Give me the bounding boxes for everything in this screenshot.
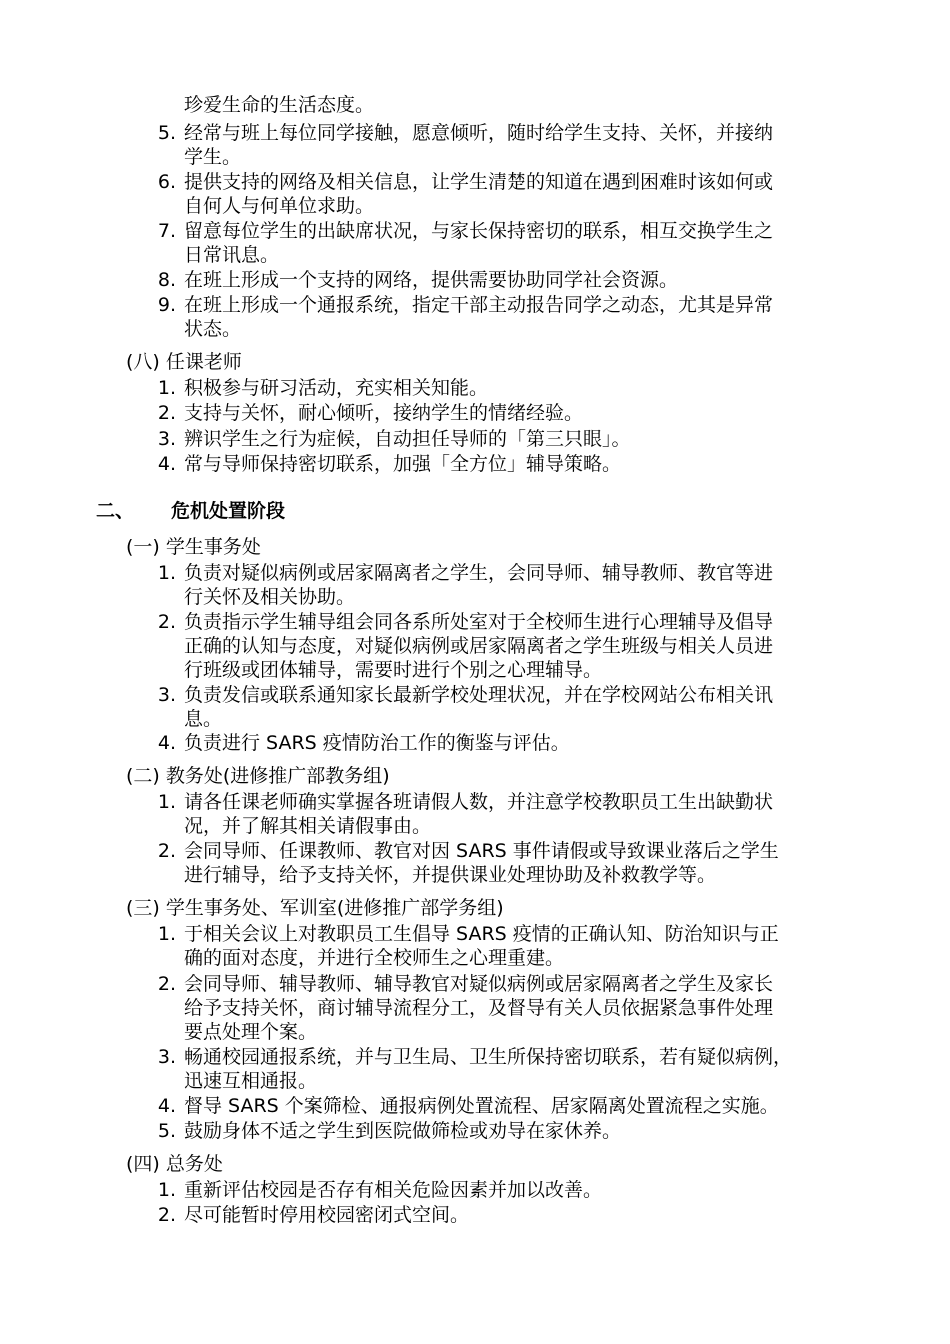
subsection-heading: (三) 学生事务处、军训室(进修推广部学务组) — [126, 897, 504, 919]
list-item-text: 在班上形成一个通报系统，指定干部主动报告同学之动态，尤其是异常 — [184, 294, 774, 316]
list-item-text: 负责指示学生辅导组会同各系所处室对于全校师生进行心理辅导及倡导 — [184, 611, 774, 633]
list-number: 1. — [157, 791, 176, 813]
list-number: 3. — [157, 684, 176, 706]
list-item-continuation: 迅速互相通报。 — [184, 1070, 318, 1092]
list-item-text: 畅通校园通报系统，并与卫生局、卫生所保持密切联系，若有疑似病例， — [184, 1046, 793, 1068]
list-number: 2. — [157, 1204, 176, 1226]
list-item-text: 会同导师、任课教师、教官对因 SARS 事件请假或导致课业落后之学生 — [184, 840, 779, 862]
list-number: 2. — [157, 973, 176, 995]
list-number: 2. — [157, 611, 176, 633]
list-item-text: 会同导师、辅导教师、辅导教官对疑似病例或居家隔离者之学生及家长 — [184, 973, 774, 995]
list-item-text: 辨识学生之行为症候，自动担任导师的「第三只眼」。 — [184, 428, 631, 450]
list-item-text: 在班上形成一个支持的网络，提供需要协助同学社会资源。 — [184, 269, 679, 291]
list-item-continuation: 进行辅导，给予支持关怀，并提供课业处理协助及补救教学等。 — [184, 864, 717, 886]
list-item-text: 尽可能暂时停用校园密闭式空间。 — [184, 1204, 470, 1226]
list-number: 1. — [157, 562, 176, 584]
list-item-text: 负责进行 SARS 疫情防治工作的衡鉴与评估。 — [184, 732, 570, 754]
list-item-continuation: 确的面对态度，并进行全校师生之心理重建。 — [184, 947, 565, 969]
list-item-continuation: 行班级或团体辅导，需要时进行个别之心理辅导。 — [184, 659, 603, 681]
list-number: 3. — [157, 428, 176, 450]
list-item-text: 经常与班上每位同学接触，愿意倾听，随时给学生支持、关怀，并接纳 — [184, 122, 774, 144]
list-item-text: 负责对疑似病例或居家隔离者之学生，会同导师、辅导教师、教官等进 — [184, 562, 774, 584]
list-item-text: 提供支持的网络及相关信息，让学生清楚的知道在遇到困难时该如何或 — [184, 171, 774, 193]
list-item-text: 鼓励身体不适之学生到医院做筛检或劝导在家休养。 — [184, 1120, 622, 1142]
list-number: 7. — [157, 220, 176, 242]
list-item-continuation: 日常讯息。 — [184, 244, 280, 266]
list-item-text: 于相关会议上对教职员工生倡导 SARS 疫情的正确认知、防治知识与正 — [184, 923, 779, 945]
list-item-text: 负责发信或联系通知家长最新学校处理状况，并在学校网站公布相关讯 — [184, 684, 774, 706]
list-number: 2. — [157, 840, 176, 862]
list-item-text: 督导 SARS 个案筛检、通报病例处置流程、居家隔离处置流程之实施。 — [184, 1095, 779, 1117]
list-item-continuation: 状态。 — [184, 318, 242, 340]
list-item-continuation: 要点处理个案。 — [184, 1021, 318, 1043]
list-number: 2. — [157, 402, 176, 424]
list-item-text: 请各任课老师确实掌握各班请假人数，并注意学校教职员工生出缺勤状 — [184, 791, 774, 813]
list-item-text: 重新评估校园是否存有相关危险因素并加以改善。 — [184, 1179, 603, 1201]
list-item-continuation: 正确的认知与态度，对疑似病例或居家隔离者之学生班级与相关人员进 — [184, 635, 774, 657]
list-item-continuation: 息。 — [184, 708, 223, 730]
section-number: 二、 — [96, 500, 135, 522]
list-item-continuation: 行关怀及相关协助。 — [184, 586, 356, 608]
list-number: 1. — [157, 1179, 176, 1201]
list-item-text: 支持与关怀，耐心倾听，接纳学生的情绪经验。 — [184, 402, 584, 424]
list-number: 4. — [157, 453, 176, 475]
list-item-continuation: 自何人与何单位求助。 — [184, 195, 375, 217]
list-number: 5. — [157, 1120, 176, 1142]
list-number: 1. — [157, 377, 176, 399]
list-item-text: 留意每位学生的出缺席状况，与家长保持密切的联系，相互交换学生之 — [184, 220, 774, 242]
list-number: 3. — [157, 1046, 176, 1068]
list-item-continuation: 学生。 — [184, 146, 242, 168]
list-number: 4. — [157, 732, 176, 754]
list-number: 4. — [157, 1095, 176, 1117]
list-number: 1. — [157, 923, 176, 945]
subsection-heading: (二) 教务处(进修推广部教务组) — [126, 765, 390, 787]
list-item-continuation: 况，并了解其相关请假事由。 — [184, 815, 432, 837]
list-item-text: 常与导师保持密切联系，加强「全方位」辅导策略。 — [184, 453, 622, 475]
list-item-continuation: 珍爱生命的生活态度。 — [184, 94, 375, 116]
subsection-heading: (一) 学生事务处 — [126, 536, 261, 558]
section-heading: 危机处置阶段 — [171, 500, 286, 522]
list-item-continuation: 给予支持关怀，商讨辅导流程分工，及督导有关人员依据紧急事件处理 — [184, 997, 774, 1019]
list-number: 9. — [157, 294, 176, 316]
list-number: 8. — [157, 269, 176, 291]
subsection-heading: (八) 任课老师 — [126, 351, 242, 373]
list-item-text: 积极参与研习活动，充实相关知能。 — [184, 377, 489, 399]
subsection-heading: (四) 总务处 — [126, 1153, 223, 1175]
list-number: 5. — [157, 122, 176, 144]
list-number: 6. — [157, 171, 176, 193]
